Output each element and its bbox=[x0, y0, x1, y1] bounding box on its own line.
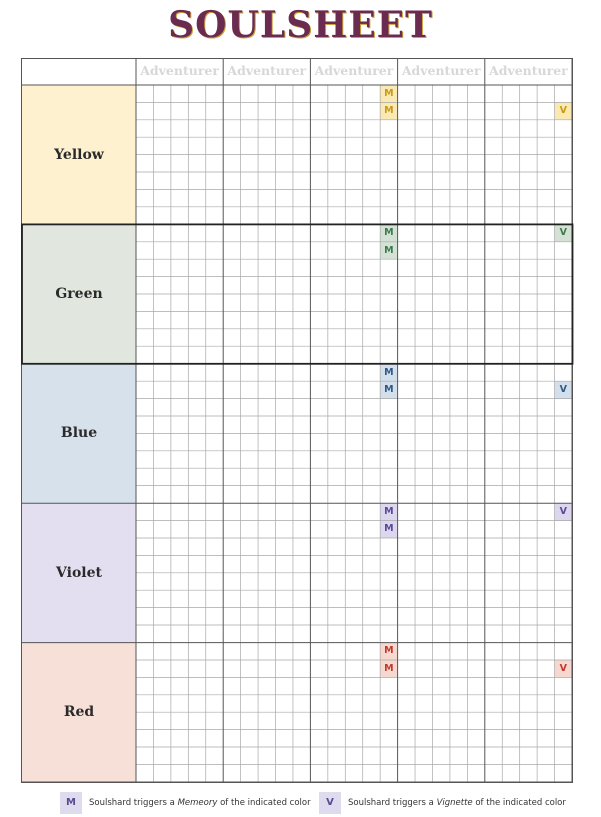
adventurer-column-header: Adventurer bbox=[140, 63, 219, 78]
vignette-marker: V bbox=[559, 383, 567, 395]
memory-legend-icon: M bbox=[60, 792, 82, 814]
memory-marker: M bbox=[384, 523, 394, 535]
memory-marker: M bbox=[384, 244, 394, 256]
vignette-legend-icon: V bbox=[319, 792, 341, 814]
color-row-label: Green bbox=[55, 286, 103, 303]
memory-marker: M bbox=[384, 366, 394, 378]
memory-marker: M bbox=[384, 383, 394, 395]
vignette-marker: V bbox=[559, 105, 567, 117]
legend-vignette bbox=[319, 792, 566, 814]
adventurer-column-header: Adventurer bbox=[401, 63, 481, 78]
vignette-marker: V bbox=[559, 662, 567, 674]
adventurer-column-header: Adventurer bbox=[489, 63, 568, 78]
memory-marker: M bbox=[384, 662, 394, 674]
color-row-label: Violet bbox=[56, 564, 102, 581]
legend-vignette-text: Soulshard triggers a Vignette of the indicated color bbox=[348, 798, 566, 808]
vignette-marker: V bbox=[559, 505, 567, 517]
memory-marker: M bbox=[384, 505, 394, 517]
vignette-marker: V bbox=[559, 227, 567, 239]
memory-marker: M bbox=[384, 227, 394, 239]
page-title: SOULSHEET bbox=[168, 4, 433, 46]
adventurer-column-header: Adventurer bbox=[314, 63, 394, 78]
legend-memory bbox=[60, 792, 311, 814]
color-row-label: Red bbox=[63, 704, 95, 721]
adventurer-column-header: Adventurer bbox=[227, 63, 307, 78]
memory-marker: M bbox=[384, 87, 394, 99]
memory-marker: M bbox=[384, 645, 394, 657]
color-row-label: Yellow bbox=[54, 146, 104, 163]
color-row-label: Blue bbox=[60, 425, 98, 442]
memory-marker: M bbox=[384, 105, 394, 117]
legend-memory-text: Soulshard triggers a Memeory of the indicated color bbox=[89, 798, 311, 808]
